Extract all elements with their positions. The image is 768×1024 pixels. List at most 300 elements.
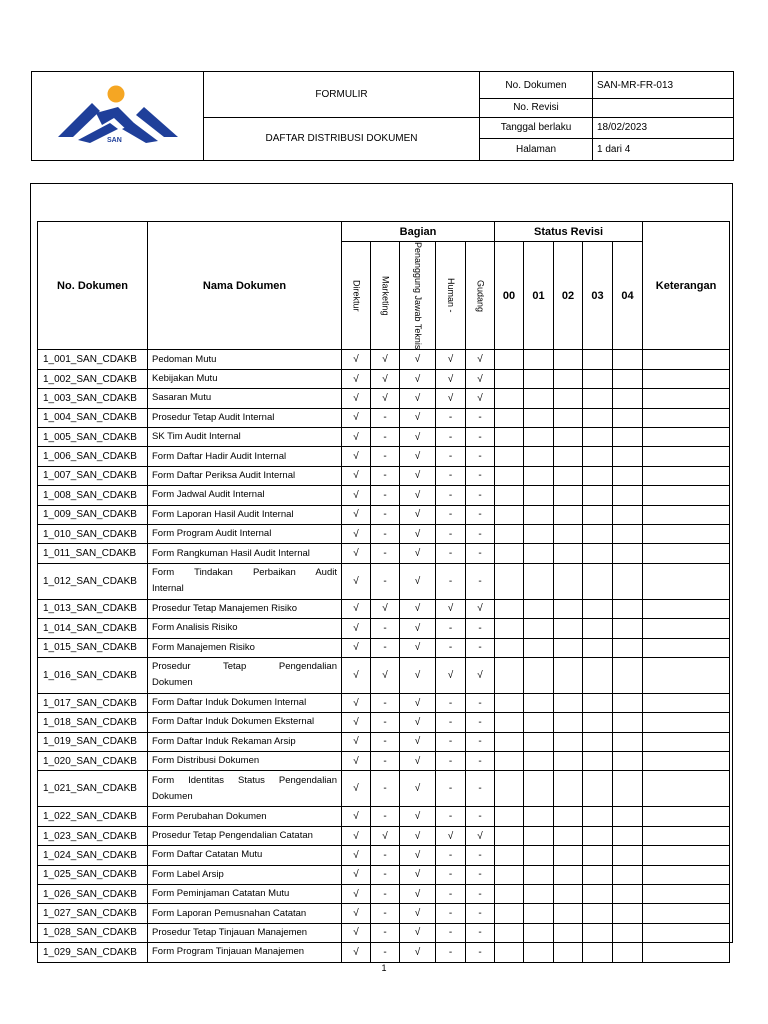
doc-name: Form Program Audit Internal xyxy=(148,524,342,543)
status-cell xyxy=(524,350,554,369)
status-cell xyxy=(583,826,613,845)
distribution-mark: - xyxy=(436,923,466,942)
keterangan-cell xyxy=(643,638,730,657)
doc-name: Form Daftar Induk Rekaman Arsip xyxy=(148,732,342,751)
status-cell xyxy=(495,826,524,845)
distribution-mark: √ xyxy=(400,350,436,369)
doc-number: 1_008_SAN_CDAKB xyxy=(38,486,148,505)
field-label: No. Dokumen xyxy=(480,72,593,99)
distribution-mark: √ xyxy=(400,693,436,712)
distribution-mark: - xyxy=(436,846,466,865)
status-cell xyxy=(554,771,583,807)
distribution-mark: - xyxy=(436,943,466,962)
distribution-mark: √ xyxy=(400,923,436,942)
doc-name: Prosedur Tetap Manajemen Risiko xyxy=(148,599,342,618)
status-cell xyxy=(583,713,613,732)
distribution-mark: - xyxy=(466,732,495,751)
distribution-mark: √ xyxy=(342,693,371,712)
table-row xyxy=(38,619,730,638)
status-cell xyxy=(613,486,643,505)
keterangan-cell xyxy=(643,563,730,599)
doc-name: Form Jadwal Audit Internal xyxy=(148,486,342,505)
doc-name: Sasaran Mutu xyxy=(148,389,342,408)
keterangan-cell xyxy=(643,885,730,904)
table-row xyxy=(38,826,730,845)
status-cell xyxy=(524,619,554,638)
status-cell xyxy=(495,885,524,904)
status-cell xyxy=(554,466,583,485)
distribution-mark: - xyxy=(371,466,400,485)
distribution-mark: - xyxy=(466,713,495,732)
status-cell xyxy=(524,943,554,962)
keterangan-cell xyxy=(643,732,730,751)
doc-name: Pedoman Mutu xyxy=(148,350,342,369)
table-row xyxy=(38,447,730,466)
status-cell xyxy=(554,369,583,388)
distribution-mark: - xyxy=(466,486,495,505)
doc-name-line: Internal xyxy=(152,583,184,595)
distribution-mark: √ xyxy=(342,505,371,524)
bagian-label: Direktur xyxy=(351,279,362,312)
distribution-mark: √ xyxy=(342,752,371,771)
distribution-mark: √ xyxy=(342,657,371,693)
keterangan-cell xyxy=(643,466,730,485)
status-cell xyxy=(495,807,524,826)
table-row xyxy=(38,505,730,524)
table-row xyxy=(38,923,730,942)
distribution-mark: - xyxy=(436,732,466,751)
distribution-mark: - xyxy=(371,447,400,466)
status-cell xyxy=(613,846,643,865)
keterangan-cell xyxy=(643,619,730,638)
doc-number: 1_002_SAN_CDAKB xyxy=(38,369,148,388)
distribution-mark: √ xyxy=(400,826,436,845)
keterangan-cell xyxy=(643,389,730,408)
table-row xyxy=(38,732,730,751)
distribution-mark: - xyxy=(371,408,400,427)
distribution-mark: √ xyxy=(436,350,466,369)
status-header: 00 xyxy=(495,242,524,350)
status-cell xyxy=(495,524,524,543)
doc-number: 1_013_SAN_CDAKB xyxy=(38,599,148,618)
doc-number: 1_003_SAN_CDAKB xyxy=(38,389,148,408)
status-cell xyxy=(613,505,643,524)
keterangan-cell xyxy=(643,524,730,543)
distribution-mark: - xyxy=(466,427,495,446)
doc-number: 1_021_SAN_CDAKB xyxy=(38,771,148,807)
distribution-mark: - xyxy=(436,466,466,485)
doc-number: 1_018_SAN_CDAKB xyxy=(38,713,148,732)
status-cell xyxy=(524,408,554,427)
status-cell xyxy=(495,389,524,408)
keterangan-cell xyxy=(643,350,730,369)
distribution-mark: - xyxy=(371,732,400,751)
distribution-mark: - xyxy=(466,846,495,865)
status-cell xyxy=(554,846,583,865)
col-header-name: Nama Dokumen xyxy=(148,222,342,350)
status-cell xyxy=(495,638,524,657)
distribution-mark: - xyxy=(436,713,466,732)
distribution-mark: - xyxy=(371,846,400,865)
status-header: 03 xyxy=(583,242,613,350)
distribution-mark: √ xyxy=(400,599,436,618)
doc-number: 1_029_SAN_CDAKB xyxy=(38,943,148,962)
distribution-mark: √ xyxy=(436,826,466,845)
status-cell xyxy=(583,732,613,751)
distribution-mark: √ xyxy=(466,350,495,369)
status-cell xyxy=(524,466,554,485)
status-cell xyxy=(495,486,524,505)
status-cell xyxy=(524,447,554,466)
doc-name: SK Tim Audit Internal xyxy=(148,427,342,446)
distribution-mark: √ xyxy=(400,943,436,962)
status-cell xyxy=(524,923,554,942)
bagian-label: Marketing xyxy=(380,275,391,316)
table-row xyxy=(38,524,730,543)
table-row xyxy=(38,771,730,807)
keterangan-cell xyxy=(643,752,730,771)
distribution-mark: √ xyxy=(400,389,436,408)
status-cell xyxy=(524,563,554,599)
status-cell xyxy=(613,732,643,751)
status-cell xyxy=(524,693,554,712)
distribution-mark: - xyxy=(436,807,466,826)
status-cell xyxy=(613,408,643,427)
distribution-mark: √ xyxy=(400,638,436,657)
distribution-mark: - xyxy=(436,865,466,884)
status-cell xyxy=(554,713,583,732)
distribution-mark: √ xyxy=(342,846,371,865)
distribution-mark: √ xyxy=(466,369,495,388)
status-cell xyxy=(583,657,613,693)
status-cell xyxy=(495,350,524,369)
distribution-mark: - xyxy=(371,865,400,884)
status-cell xyxy=(524,771,554,807)
keterangan-cell xyxy=(643,505,730,524)
table-row xyxy=(38,599,730,618)
keterangan-cell xyxy=(643,447,730,466)
status-cell xyxy=(583,563,613,599)
keterangan-cell xyxy=(643,826,730,845)
distribution-mark: - xyxy=(436,447,466,466)
bagian-label: Human - xyxy=(446,278,456,313)
distribution-mark: √ xyxy=(371,350,400,369)
doc-number: 1_007_SAN_CDAKB xyxy=(38,466,148,485)
doc-name: Form Laporan Hasil Audit Internal xyxy=(148,505,342,524)
status-cell xyxy=(495,466,524,485)
doc-name: Form Perubahan Dokumen xyxy=(148,807,342,826)
status-cell xyxy=(583,447,613,466)
distribution-mark: - xyxy=(371,771,400,807)
status-cell xyxy=(613,619,643,638)
table-row xyxy=(38,885,730,904)
distribution-mark: √ xyxy=(400,713,436,732)
doc-number: 1_006_SAN_CDAKB xyxy=(38,447,148,466)
doc-name xyxy=(148,771,342,807)
distribution-mark: - xyxy=(466,447,495,466)
distribution-mark: - xyxy=(466,638,495,657)
doc-number: 1_025_SAN_CDAKB xyxy=(38,865,148,884)
distribution-mark: - xyxy=(436,693,466,712)
status-cell xyxy=(495,408,524,427)
doc-name: Form Manajemen Risiko xyxy=(148,638,342,657)
status-cell xyxy=(613,826,643,845)
table-row xyxy=(38,638,730,657)
distribution-mark: √ xyxy=(400,466,436,485)
keterangan-cell xyxy=(643,693,730,712)
status-cell xyxy=(554,408,583,427)
status-cell xyxy=(583,638,613,657)
status-cell xyxy=(613,904,643,923)
distribution-mark: √ xyxy=(400,486,436,505)
status-cell xyxy=(583,427,613,446)
distribution-mark: √ xyxy=(400,846,436,865)
doc-name: Form Daftar Induk Dokumen Internal xyxy=(148,693,342,712)
distribution-mark: √ xyxy=(342,638,371,657)
status-cell xyxy=(613,389,643,408)
distribution-mark: - xyxy=(466,943,495,962)
status-cell xyxy=(495,846,524,865)
doc-name-line: Form Identitas Status Pengendalian xyxy=(152,774,337,786)
status-cell xyxy=(583,807,613,826)
distribution-mark: - xyxy=(436,885,466,904)
status-cell xyxy=(554,657,583,693)
distribution-mark: √ xyxy=(400,447,436,466)
status-cell xyxy=(583,943,613,962)
distribution-mark: √ xyxy=(342,771,371,807)
status-cell xyxy=(613,693,643,712)
table-row xyxy=(38,427,730,446)
keterangan-cell xyxy=(643,544,730,563)
keterangan-cell xyxy=(643,943,730,962)
field-value: 18/02/2023 xyxy=(593,117,734,138)
distribution-mark: √ xyxy=(400,885,436,904)
status-cell xyxy=(613,752,643,771)
distribution-mark: - xyxy=(371,563,400,599)
status-header: 02 xyxy=(554,242,583,350)
status-cell xyxy=(583,619,613,638)
keterangan-cell xyxy=(643,486,730,505)
distribution-mark: √ xyxy=(342,943,371,962)
distribution-mark: √ xyxy=(400,865,436,884)
status-cell xyxy=(495,599,524,618)
distribution-mark: - xyxy=(466,408,495,427)
distribution-mark: √ xyxy=(466,826,495,845)
doc-name-line: Prosedur Tetap Pengendalian xyxy=(152,661,337,673)
field-label: No. Revisi xyxy=(480,99,593,117)
table-row xyxy=(38,369,730,388)
distribution-mark: √ xyxy=(342,369,371,388)
status-cell xyxy=(583,599,613,618)
doc-name-line: Dokumen xyxy=(152,790,193,802)
keterangan-cell xyxy=(643,369,730,388)
status-cell xyxy=(613,447,643,466)
status-cell xyxy=(524,826,554,845)
status-cell xyxy=(524,865,554,884)
doc-number: 1_004_SAN_CDAKB xyxy=(38,408,148,427)
distribution-mark: √ xyxy=(400,544,436,563)
keterangan-cell xyxy=(643,807,730,826)
distribution-mark: - xyxy=(371,486,400,505)
status-cell xyxy=(495,369,524,388)
logo-text: SAN xyxy=(106,136,122,144)
distribution-mark: - xyxy=(466,865,495,884)
distribution-mark: - xyxy=(436,408,466,427)
doc-name: Form Daftar Induk Dokumen Eksternal xyxy=(148,713,342,732)
logo-cell xyxy=(32,72,204,161)
distribution-mark: - xyxy=(371,713,400,732)
bagian-label: Penanggung Jawab Teknis xyxy=(413,242,423,350)
distribution-mark: √ xyxy=(400,657,436,693)
distribution-mark: √ xyxy=(371,826,400,845)
status-cell xyxy=(554,389,583,408)
status-cell xyxy=(613,657,643,693)
table-row xyxy=(38,486,730,505)
table-row xyxy=(38,466,730,485)
status-header: 04 xyxy=(613,242,643,350)
distribution-mark: - xyxy=(371,807,400,826)
distribution-mark: √ xyxy=(342,447,371,466)
status-cell xyxy=(613,865,643,884)
status-cell xyxy=(583,408,613,427)
status-cell xyxy=(613,638,643,657)
status-cell xyxy=(554,693,583,712)
status-cell xyxy=(613,599,643,618)
keterangan-cell xyxy=(643,599,730,618)
status-header: 01 xyxy=(524,242,554,350)
table-row xyxy=(38,350,730,369)
doc-name: Form Daftar Periksa Audit Internal xyxy=(148,466,342,485)
doc-number: 1_005_SAN_CDAKB xyxy=(38,427,148,446)
status-cell xyxy=(583,369,613,388)
distribution-mark: √ xyxy=(371,389,400,408)
status-cell xyxy=(613,807,643,826)
doc-name-line: Form Tindakan Perbaikan Audit xyxy=(152,567,337,579)
status-cell xyxy=(524,752,554,771)
distribution-mark: - xyxy=(371,427,400,446)
distribution-mark: √ xyxy=(466,599,495,618)
field-label: Tanggal berlaku xyxy=(480,117,593,138)
status-cell xyxy=(554,904,583,923)
distribution-mark: - xyxy=(371,505,400,524)
status-cell xyxy=(583,904,613,923)
bagian-header xyxy=(342,242,371,350)
status-cell xyxy=(495,904,524,923)
status-cell xyxy=(613,923,643,942)
table-row xyxy=(38,713,730,732)
distribution-mark: √ xyxy=(342,408,371,427)
status-cell xyxy=(524,544,554,563)
status-cell xyxy=(613,713,643,732)
distribution-mark: √ xyxy=(400,408,436,427)
doc-name-line: Dokumen xyxy=(152,677,193,689)
distribution-mark: - xyxy=(436,904,466,923)
group-header-bagian: Bagian xyxy=(342,222,495,242)
keterangan-cell xyxy=(643,657,730,693)
status-cell xyxy=(495,427,524,446)
distribution-table xyxy=(37,221,730,963)
distribution-mark: √ xyxy=(342,350,371,369)
doc-number: 1_022_SAN_CDAKB xyxy=(38,807,148,826)
distribution-mark: √ xyxy=(400,524,436,543)
status-cell xyxy=(524,524,554,543)
table-row xyxy=(38,807,730,826)
status-cell xyxy=(583,350,613,369)
doc-name: Kebijakan Mutu xyxy=(148,369,342,388)
doc-name: Form Analisis Risiko xyxy=(148,619,342,638)
status-cell xyxy=(554,427,583,446)
doc-name: Form Distribusi Dokumen xyxy=(148,752,342,771)
status-cell xyxy=(495,943,524,962)
status-cell xyxy=(524,885,554,904)
status-cell xyxy=(554,350,583,369)
status-cell xyxy=(583,486,613,505)
status-cell xyxy=(613,943,643,962)
distribution-mark: √ xyxy=(400,904,436,923)
distribution-mark: - xyxy=(371,943,400,962)
status-cell xyxy=(583,923,613,942)
doc-number: 1_012_SAN_CDAKB xyxy=(38,563,148,599)
table-row xyxy=(38,657,730,693)
keterangan-cell xyxy=(643,713,730,732)
distribution-mark: √ xyxy=(400,619,436,638)
status-cell xyxy=(495,619,524,638)
status-cell xyxy=(524,657,554,693)
status-cell xyxy=(554,807,583,826)
distribution-mark: - xyxy=(371,904,400,923)
keterangan-cell xyxy=(643,904,730,923)
keterangan-cell xyxy=(643,846,730,865)
distribution-mark: √ xyxy=(342,486,371,505)
status-cell xyxy=(554,563,583,599)
distribution-mark: √ xyxy=(400,505,436,524)
distribution-mark: - xyxy=(436,752,466,771)
status-cell xyxy=(554,505,583,524)
bagian-header xyxy=(466,242,495,350)
doc-number: 1_027_SAN_CDAKB xyxy=(38,904,148,923)
document-title: DAFTAR DISTRIBUSI DOKUMEN xyxy=(204,117,480,161)
doc-number: 1_001_SAN_CDAKB xyxy=(38,350,148,369)
status-cell xyxy=(613,369,643,388)
distribution-mark: - xyxy=(466,923,495,942)
distribution-mark: √ xyxy=(466,657,495,693)
distribution-mark: √ xyxy=(342,826,371,845)
doc-number: 1_009_SAN_CDAKB xyxy=(38,505,148,524)
status-cell xyxy=(495,693,524,712)
doc-name: Form Label Arsip xyxy=(148,865,342,884)
page-number: 1 xyxy=(381,963,387,973)
form-label: FORMULIR xyxy=(204,72,480,118)
table-row xyxy=(38,846,730,865)
doc-number: 1_020_SAN_CDAKB xyxy=(38,752,148,771)
status-cell xyxy=(554,732,583,751)
distribution-mark: √ xyxy=(436,369,466,388)
status-cell xyxy=(613,563,643,599)
field-value: 1 dari 4 xyxy=(593,138,734,160)
status-cell xyxy=(495,771,524,807)
status-cell xyxy=(583,752,613,771)
distribution-mark: √ xyxy=(400,771,436,807)
status-cell xyxy=(495,923,524,942)
status-cell xyxy=(524,732,554,751)
status-cell xyxy=(583,771,613,807)
distribution-mark: √ xyxy=(342,807,371,826)
keterangan-cell xyxy=(643,923,730,942)
doc-name xyxy=(148,657,342,693)
doc-number: 1_010_SAN_CDAKB xyxy=(38,524,148,543)
doc-name: Form Rangkuman Hasil Audit Internal xyxy=(148,544,342,563)
company-logo xyxy=(56,85,180,145)
